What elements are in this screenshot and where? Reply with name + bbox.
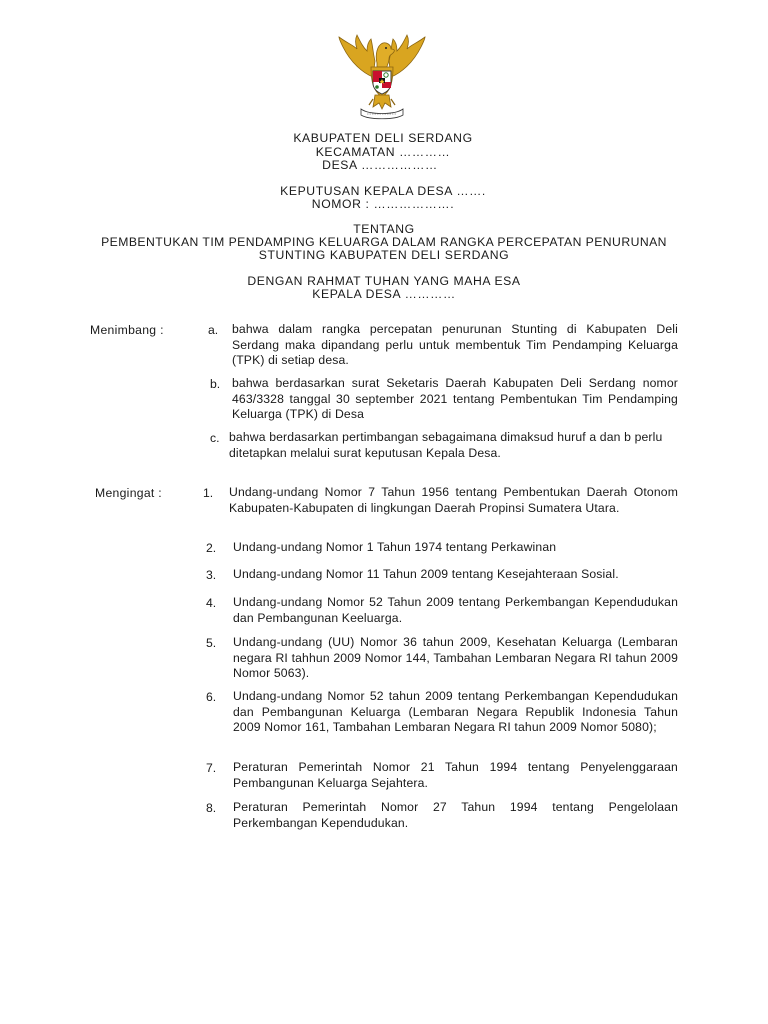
subject-line-2: STUNTING KABUPATEN DELI SERDANG [258, 248, 510, 262]
mengingat-marker-7: 7. [206, 761, 217, 775]
decree-title: KEPUTUSAN KEPALA DESA ……. [280, 184, 486, 198]
mengingat-item-6: Undang-undang Nomor 52 tahun 2009 tentang Perkembangan Kependudukan dan Pembangunan Keluarga (Lembaran Negara Republik Indonesia Tahun 2009 Nomor 161, Tambahan Lembaran Negara RI tahun 2009 Nomor 5080); [233, 689, 678, 735]
mengingat-marker-3: 3. [206, 568, 217, 582]
menimbang-label: Menimbang : [90, 323, 164, 337]
blessing-line-2: KEPALA DESA ………… [312, 287, 456, 301]
menimbang-item-c: bahwa berdasarkan pertimbangan sebagaimana dimaksud huruf a dan b perlu ditetapkan melalui surat keputusan Kepala Desa. [229, 430, 663, 460]
mengingat-item-7: Peraturan Pemerintah Nomor 21 Tahun 1994 tentang Penyelenggaraan Pembangunan Keluarga Sejahtera. [233, 760, 678, 790]
menimbang-marker-b: b. [210, 377, 221, 391]
mengingat-item-4: Undang-undang Nomor 52 Tahun 2009 tentang Perkembangan Kependudukan dan Pembangunan Keeluarga. [233, 595, 678, 625]
subject-label: TENTANG [353, 222, 415, 236]
mengingat-marker-5: 5. [206, 636, 217, 650]
mengingat-item-8: Peraturan Pemerintah Nomor 27 Tahun 1994 tentang Pengelolaan Perkembangan Kependudukan. [233, 800, 678, 830]
header-district: KECAMATAN ………… [315, 145, 451, 159]
mengingat-marker-1: 1. [203, 486, 214, 500]
menimbang-marker-a: a. [208, 323, 219, 337]
garuda-pancasila-emblem [333, 33, 431, 121]
mengingat-marker-2: 2. [206, 541, 217, 555]
mengingat-label: Mengingat : [95, 486, 162, 500]
mengingat-item-3: Undang-undang Nomor 11 Tahun 2009 tentang Kesejahteraan Sosial. [233, 567, 619, 581]
decree-number: NOMOR : ………………. [311, 197, 455, 211]
mengingat-marker-8: 8. [206, 801, 217, 815]
blessing-line-1: DENGAN RAHMAT TUHAN YANG MAHA ESA [247, 274, 521, 288]
subject-line-1: PEMBENTUKAN TIM PENDAMPING KELUARGA DALAM RANGKA PERCEPATAN PENURUNAN [101, 235, 667, 249]
menimbang-item-b: bahwa berdasarkan surat Seketaris Daerah Kabupaten Deli Serdang nomor 463/3328 tanggal 30 september 2021 tentang Pembentukan Tim Pendamping Keluarga (TPK) di Desa [232, 376, 678, 422]
header-regency: KABUPATEN DELI SERDANG [293, 131, 473, 145]
header-village: DESA ……………… [322, 158, 438, 172]
mengingat-item-1: Undang-undang Nomor 7 Tahun 1956 tentang Pembentukan Daerah Otonom Kabupaten-Kabupaten di lingkungan Daerah Propinsi Sumatera Utara. [229, 485, 678, 515]
menimbang-marker-c: c. [210, 431, 220, 445]
mengingat-marker-4: 4. [206, 596, 217, 610]
mengingat-marker-6: 6. [206, 690, 217, 704]
mengingat-item-5: Undang-undang (UU) Nomor 36 tahun 2009, Kesehatan Keluarga (Lembaran negara RI tahhun 2009 Nomor 144, Tambahan Lembaran Negara RI tahun 2009 Nomor 5063). [233, 635, 678, 681]
mengingat-item-2: Undang-undang Nomor 1 Tahun 1974 tentang Perkawinan [233, 540, 557, 554]
menimbang-item-a: bahwa dalam rangka percepatan penurunan Stunting di Kabupaten Deli Serdang maka dipandang perlu untuk membentuk Tim Pendamping Keluarga (TPK) di setiap desa. [232, 322, 678, 368]
